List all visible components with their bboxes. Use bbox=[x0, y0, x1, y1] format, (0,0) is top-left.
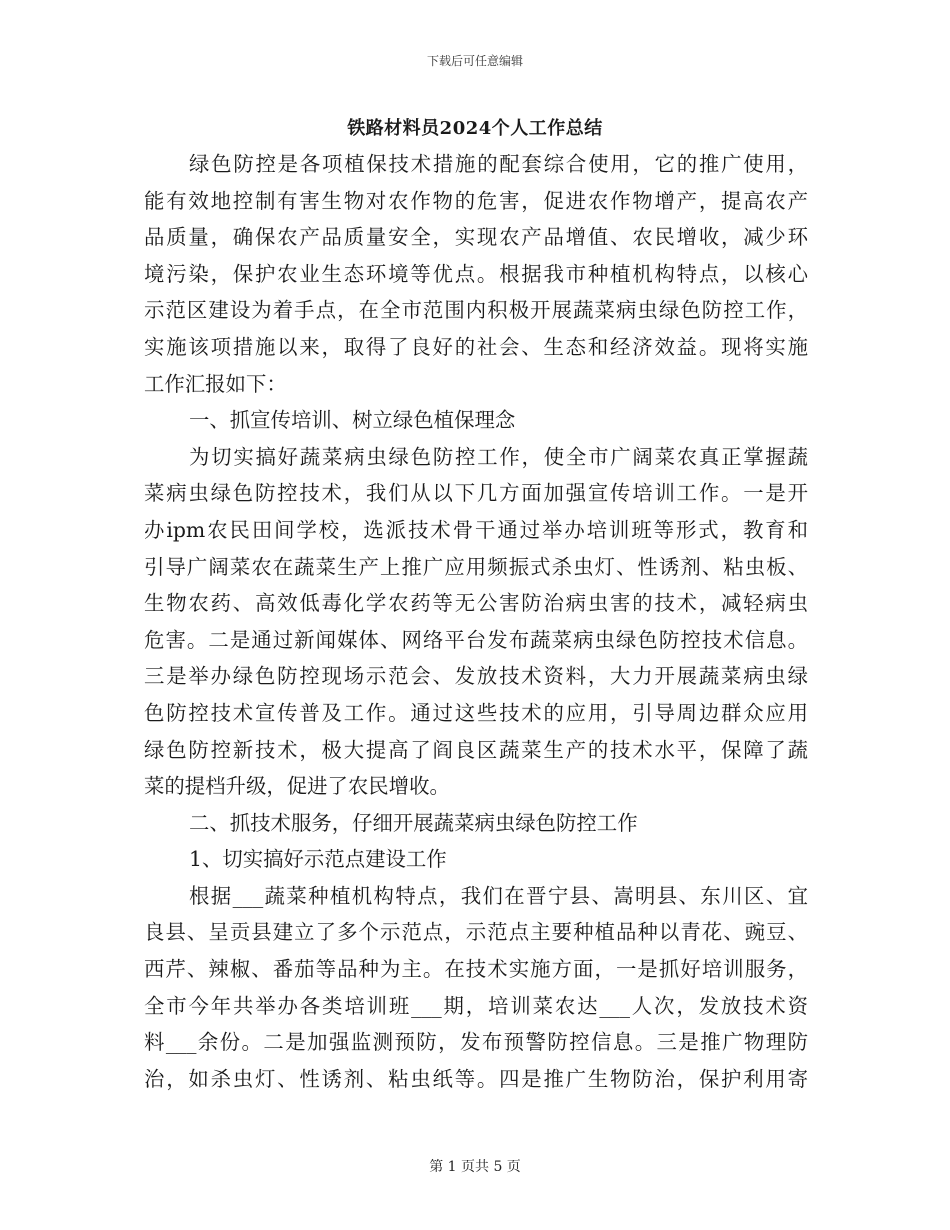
body-line: 全市今年共举办各类培训班___期，培训菜农达___人次，发放技术资 bbox=[144, 993, 808, 1018]
body-line: 工作汇报如下： bbox=[144, 371, 287, 396]
body-line: 料___余份。二是加强监测预防，发布预警防控信息。三是推广物理防 bbox=[144, 1030, 808, 1055]
body-line: 为切实搞好蔬菜病虫绿色防控工作，使全市广阔菜农真正掌握蔬 bbox=[189, 444, 808, 469]
body-line: 西芹、辣椒、番茄等品种为主。在技术实施方面，一是抓好培训服务， bbox=[144, 957, 808, 982]
page-number: 第 1 页共 5 页 bbox=[429, 1159, 521, 1175]
body-line: 色防控技术宣传普及工作。通过这些技术的应用，引导周边群众应用 bbox=[144, 700, 808, 725]
body-line: 示范区建设为着手点，在全市范围内积极开展蔬菜病虫绿色防控工作， bbox=[144, 298, 808, 323]
document-title: 铁路材料员2024个人工作总结 bbox=[347, 118, 603, 139]
body-line: 引导广阔菜农在蔬菜生产上推广应用频振式杀虫灯、性诱剂、粘虫板、 bbox=[144, 554, 808, 579]
body-line: 菜的提档升级，促进了农民增收。 bbox=[144, 774, 450, 799]
body-line: 绿色防控新技术，极大提高了阎良区蔬菜生产的技术水平，保障了蔬 bbox=[144, 737, 808, 762]
page-header-note: 下载后可任意编辑 bbox=[426, 54, 523, 68]
body-line: 根据___蔬菜种植机构特点，我们在晋宁县、嵩明县、东川区、宜 bbox=[189, 883, 808, 908]
body-line: 绿色防控是各项植保技术措施的配套综合使用，它的推广使用， bbox=[189, 152, 808, 176]
body-line: 危害。二是通过新闻媒体、网络平台发布蔬菜病虫绿色防控技术信息。 bbox=[144, 627, 808, 652]
body-line: 品质量，确保农产品质量安全，实现农产品增值、农民增收，减少环 bbox=[144, 225, 808, 250]
body-line: 1、切实搞好示范点建设工作 bbox=[189, 847, 447, 872]
body-line: 生物农药、高效低毒化学农药等无公害防治病虫害的技术，减轻病虫 bbox=[144, 591, 808, 616]
body-line: 良县、呈贡县建立了多个示范点，示范点主要种植品种以青花、豌豆、 bbox=[144, 920, 808, 945]
body-line: 三是举办绿色防控现场示范会、发放技术资料，大力开展蔬菜病虫绿 bbox=[144, 664, 808, 689]
body-line: 菜病虫绿色防控技术，我们从以下几方面加强宣传培训工作。一是开 bbox=[144, 481, 808, 506]
body-line: 一、抓宣传培训、树立绿色植保理念 bbox=[189, 408, 516, 433]
body-line: 治，如杀虫灯、性诱剂、粘虫纸等。四是推广生物防治，保护利用寄 bbox=[144, 1066, 808, 1091]
body-line: 办ipm农民田间学校，选派技术骨干通过举办培训班等形式，教育和 bbox=[144, 517, 808, 542]
body-line: 实施该项措施以来，取得了良好的社会、生态和经济效益。现将实施 bbox=[144, 334, 808, 359]
document-body bbox=[144, 146, 808, 1097]
body-line: 能有效地控制有害生物对农作物的危害，促进农作物增产，提高农产 bbox=[144, 188, 808, 213]
body-line: 境污染，保护农业生态环境等优点。根据我市种植机构特点，以核心 bbox=[144, 261, 808, 286]
body-line: 二、抓技术服务，仔细开展蔬菜病虫绿色防控工作 bbox=[189, 810, 638, 835]
